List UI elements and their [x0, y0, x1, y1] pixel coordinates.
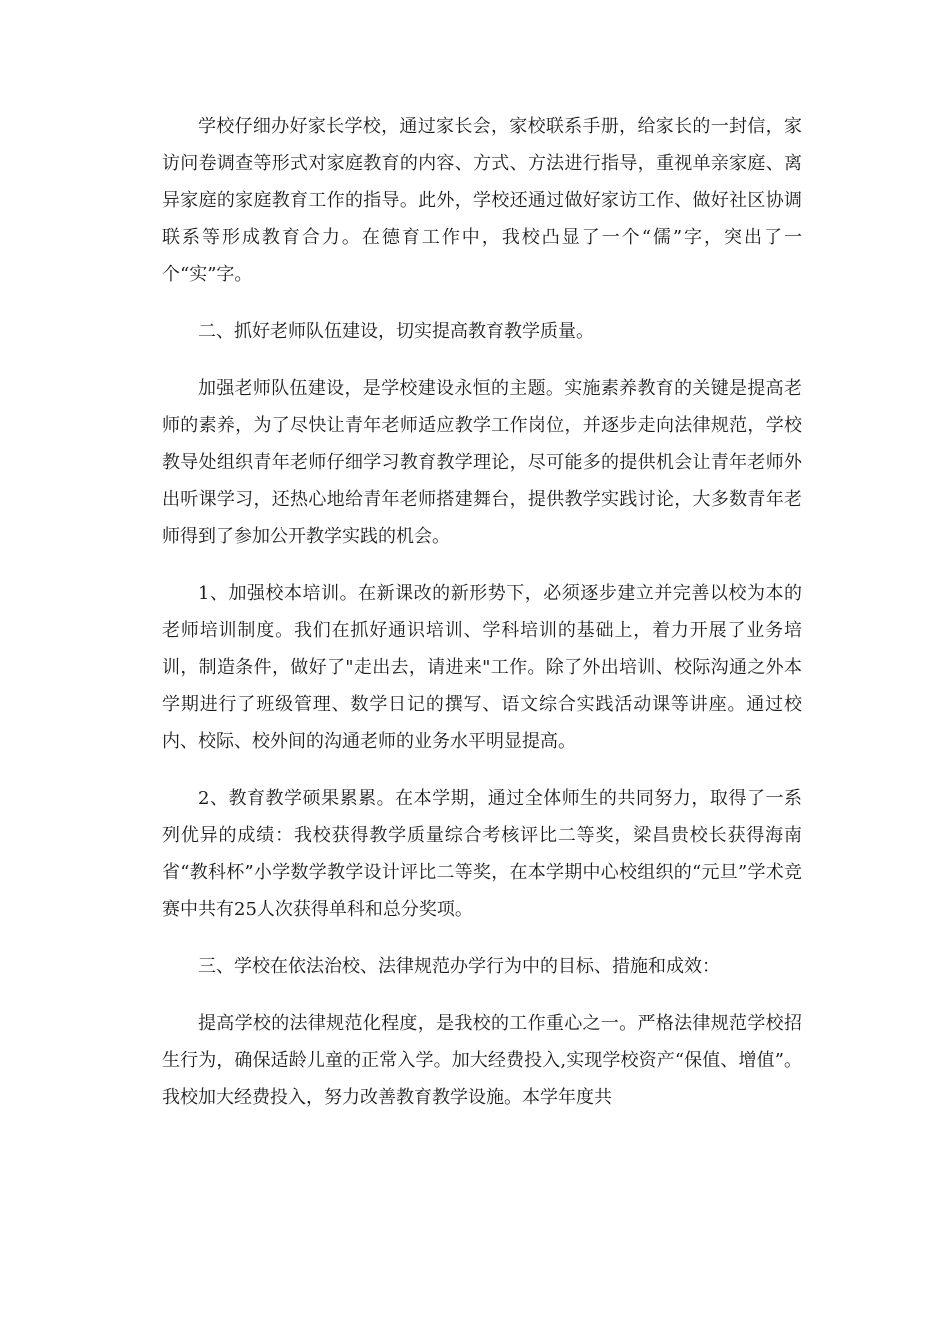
paragraph-achievements: 2、教育教学硕果累累。在本学期，通过全体师生的共同努力，取得了一系列优异的成绩：我校获得教学质量综合考核评比二等奖，梁昌贵校长获得海南省“教科杯”小学数学教学设计评比二等奖，在本学期中心校组织的“元旦”学术竞赛中共有25人次获得单科和总分奖项。 — [162, 788, 802, 920]
document-body — [162, 108, 802, 1136]
paragraph-teacher-team: 加强老师队伍建设，是学校建设永恒的主题。实施素养教育的关键是提高老师的素养，为了尽快让青年老师适应教学工作岗位，并逐步走向法律规范，学校教导处组织青年老师仔细学习教育教学理论，尽可能多的提供机会让青年老师外出听课学习，还热心地给青年老师搭建舞台，提供教学实践讨论，大多数青年老师得到了参加公开教学实践的机会。 — [162, 378, 802, 547]
paragraph-rule-of-law: 提高学校的法律规范化程度，是我校的工作重心之一。严格法律规范学校招生行为，确保适龄儿童的正常入学。加大经费投入,实现学校资产“保值、增值”。我校加大经费投入，努力改善教育教学设施。本学年度共 — [162, 1013, 802, 1108]
paragraph-school-training: 1、加强校本培训。在新课改的新形势下，必须逐步建立并完善以校为本的老师培训制度。我们在抓好通识培训、学科培训的基础上，着力开展了业务培训，制造条件，做好了"走出去，请进来"工作。除了外出培训、校际沟通之外本学期进行了班级管理、数学日记的撰写、语文综合实践活动课等讲座。通过校内、校际、校外间的沟通老师的业务水平明显提高。 — [162, 583, 802, 752]
paragraph-home-school: 学校仔细办好家长学校，通过家长会，家校联系手册，给家长的一封信，家访问卷调查等形式对家庭教育的内容、方式、方法进行指导，重视单亲家庭、离异家庭的家庭教育工作的指导。此外，学校还通过做好家访工作、做好社区协调联系等形成教育合力。在德育工作中，我校凸显了一个“儒”字，突出了一个“实”字。 — [162, 116, 802, 285]
heading-rule-of-law: 三、学校在依法治校、法律规范办学行为中的目标、措施和成效： — [198, 956, 720, 977]
heading-teacher-team: 二、抓好老师队伍建设，切实提高教育教学质量。 — [198, 321, 594, 342]
